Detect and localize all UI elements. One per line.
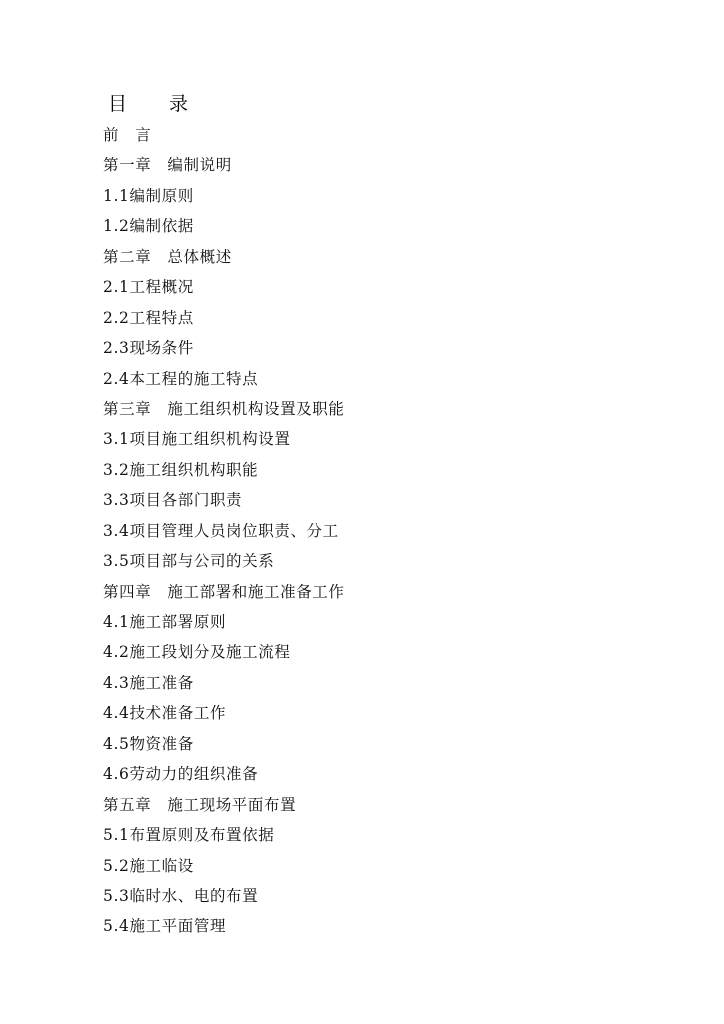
toc-entry-2-4: 2.4本工程的施工特点 [103,369,259,388]
toc-entry-1-2: 1.2编制依据 [103,217,194,236]
toc-entry-3-5: 3.5项目部与公司的关系 [103,552,275,571]
toc-entry-2-2: 2.2工程特点 [103,308,194,327]
toc-entry-chapter-3: 第三章 施工组织机构设置及职能 [103,399,345,418]
toc-entry-4-4: 4.4技术准备工作 [103,704,227,723]
toc-entry-preface: 前 言 [103,126,152,144]
toc-entry-chapter-4: 第四章 施工部署和施工准备工作 [103,582,345,601]
toc-entry-3-3: 3.3项目各部门职责 [103,491,243,510]
toc-entry-4-3: 4.3施工准备 [103,673,194,692]
toc-entry-5-1: 5.1布置原则及布置依据 [103,826,275,845]
toc-entry-3-1: 3.1项目施工组织机构设置 [103,430,291,449]
toc-entry-chapter-5: 第五章 施工现场平面布置 [103,795,297,814]
toc-entry-4-5: 4.5物资准备 [103,734,194,753]
toc-entry-5-3: 5.3临时水、电的布置 [103,886,259,905]
toc-entry-chapter-2: 第二章 总体概述 [103,247,232,266]
toc-entry-chapter-1: 第一章 编制说明 [103,156,232,175]
toc-entry-3-2: 3.2施工组织机构职能 [103,460,259,479]
toc-entry-2-3: 2.3现场条件 [103,339,194,358]
toc-entry-3-4: 3.4项目管理人员岗位职责、分工 [103,521,339,540]
toc-entry-4-2: 4.2施工段划分及施工流程 [103,643,291,662]
toc-entry-4-1: 4.1施工部署原则 [103,613,227,631]
toc-entry-5-4: 5.4施工平面管理 [103,917,227,936]
toc-entry-4-6: 4.6劳动力的组织准备 [103,765,259,784]
toc-entry-5-2: 5.2施工临设 [103,856,194,875]
toc-entry-2-1: 2.1工程概况 [103,278,194,297]
toc-list [103,120,345,942]
toc-entry-1-1: 1.1编制原则 [103,186,194,205]
toc-title: 目 录 [108,93,207,115]
